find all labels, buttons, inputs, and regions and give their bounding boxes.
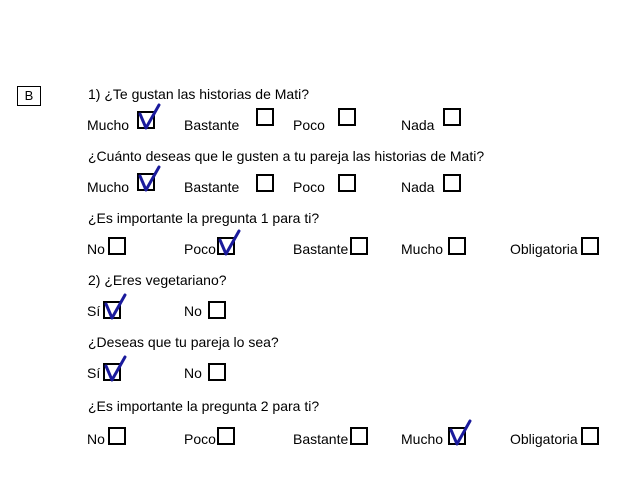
q1b-option-mucho-label: Mucho [87, 179, 130, 195]
question-1-importance-title: ¿Es importante la pregunta 1 para ti? [88, 210, 320, 226]
q1-option-mucho-checkbox[interactable] [137, 111, 155, 129]
q1b-option-bastante-checkbox[interactable] [256, 174, 274, 192]
q1i-option-no-checkbox[interactable] [108, 237, 126, 255]
q1-option-poco-checkbox[interactable] [338, 108, 356, 126]
q2i-option-bastante-checkbox[interactable] [350, 427, 368, 445]
q1i-option-bastante-label: Bastante [293, 241, 349, 257]
q2-option-si-label: Sí [87, 303, 101, 319]
q1i-option-mucho-label: Mucho [401, 241, 444, 257]
q2b-option-no-checkbox[interactable] [208, 363, 226, 381]
check-mark-icon [137, 103, 161, 131]
check-mark-icon [137, 165, 161, 193]
q1i-option-bastante-checkbox[interactable] [350, 237, 368, 255]
q1b-option-poco-checkbox[interactable] [338, 174, 356, 192]
q1i-option-obligatoria-checkbox[interactable] [581, 237, 599, 255]
q2i-option-poco-checkbox[interactable] [217, 427, 235, 445]
q1b-option-nada-label: Nada [401, 179, 435, 195]
q1i-option-obligatoria-label: Obligatoria [510, 241, 578, 257]
q2i-option-mucho-label: Mucho [401, 431, 444, 447]
q2i-option-no-label: No [87, 431, 105, 447]
q1-option-bastante-label: Bastante [184, 117, 240, 133]
q2i-option-no-checkbox[interactable] [108, 427, 126, 445]
q1b-option-mucho-checkbox[interactable] [137, 173, 155, 191]
q2i-option-bastante-label: Bastante [293, 431, 349, 447]
q2b-option-si-label: Sí [87, 365, 101, 381]
question-2b-title: ¿Deseas que tu pareja lo sea? [88, 334, 279, 350]
q1i-option-poco-label: Poco [184, 241, 216, 257]
q1-option-poco-label: Poco [293, 117, 325, 133]
q1b-option-poco-label: Poco [293, 179, 325, 195]
q2i-option-mucho-checkbox[interactable] [448, 427, 466, 445]
q1i-option-no-label: No [87, 241, 105, 257]
q2i-option-obligatoria-checkbox[interactable] [581, 427, 599, 445]
q2i-option-obligatoria-label: Obligatoria [510, 431, 578, 447]
q1i-option-poco-checkbox[interactable] [217, 237, 235, 255]
check-mark-icon [448, 419, 472, 447]
check-mark-icon [103, 293, 127, 321]
q1-option-bastante-checkbox[interactable] [256, 108, 274, 126]
q2i-option-poco-label: Poco [184, 431, 216, 447]
q1i-option-mucho-checkbox[interactable] [448, 237, 466, 255]
q2b-option-si-checkbox[interactable] [103, 363, 121, 381]
section-badge: B [17, 86, 41, 106]
q1-option-nada-label: Nada [401, 117, 435, 133]
q1b-option-nada-checkbox[interactable] [443, 174, 461, 192]
check-mark-icon [217, 229, 241, 257]
check-mark-icon [103, 355, 127, 383]
q2-option-no-checkbox[interactable] [208, 301, 226, 319]
q2-option-no-label: No [184, 303, 202, 319]
question-2-title: 2) ¿Eres vegetariano? [88, 272, 227, 288]
q2-option-si-checkbox[interactable] [103, 301, 121, 319]
q2b-option-no-label: No [184, 365, 202, 381]
q1-option-nada-checkbox[interactable] [443, 108, 461, 126]
question-1b-title: ¿Cuánto deseas que le gusten a tu pareja las historias de Mati? [88, 148, 485, 164]
q1-option-mucho-label: Mucho [87, 117, 130, 133]
question-2-importance-title: ¿Es importante la pregunta 2 para ti? [88, 398, 320, 414]
question-1-title: 1) ¿Te gustan las historias de Mati? [88, 86, 309, 102]
q1b-option-bastante-label: Bastante [184, 179, 240, 195]
